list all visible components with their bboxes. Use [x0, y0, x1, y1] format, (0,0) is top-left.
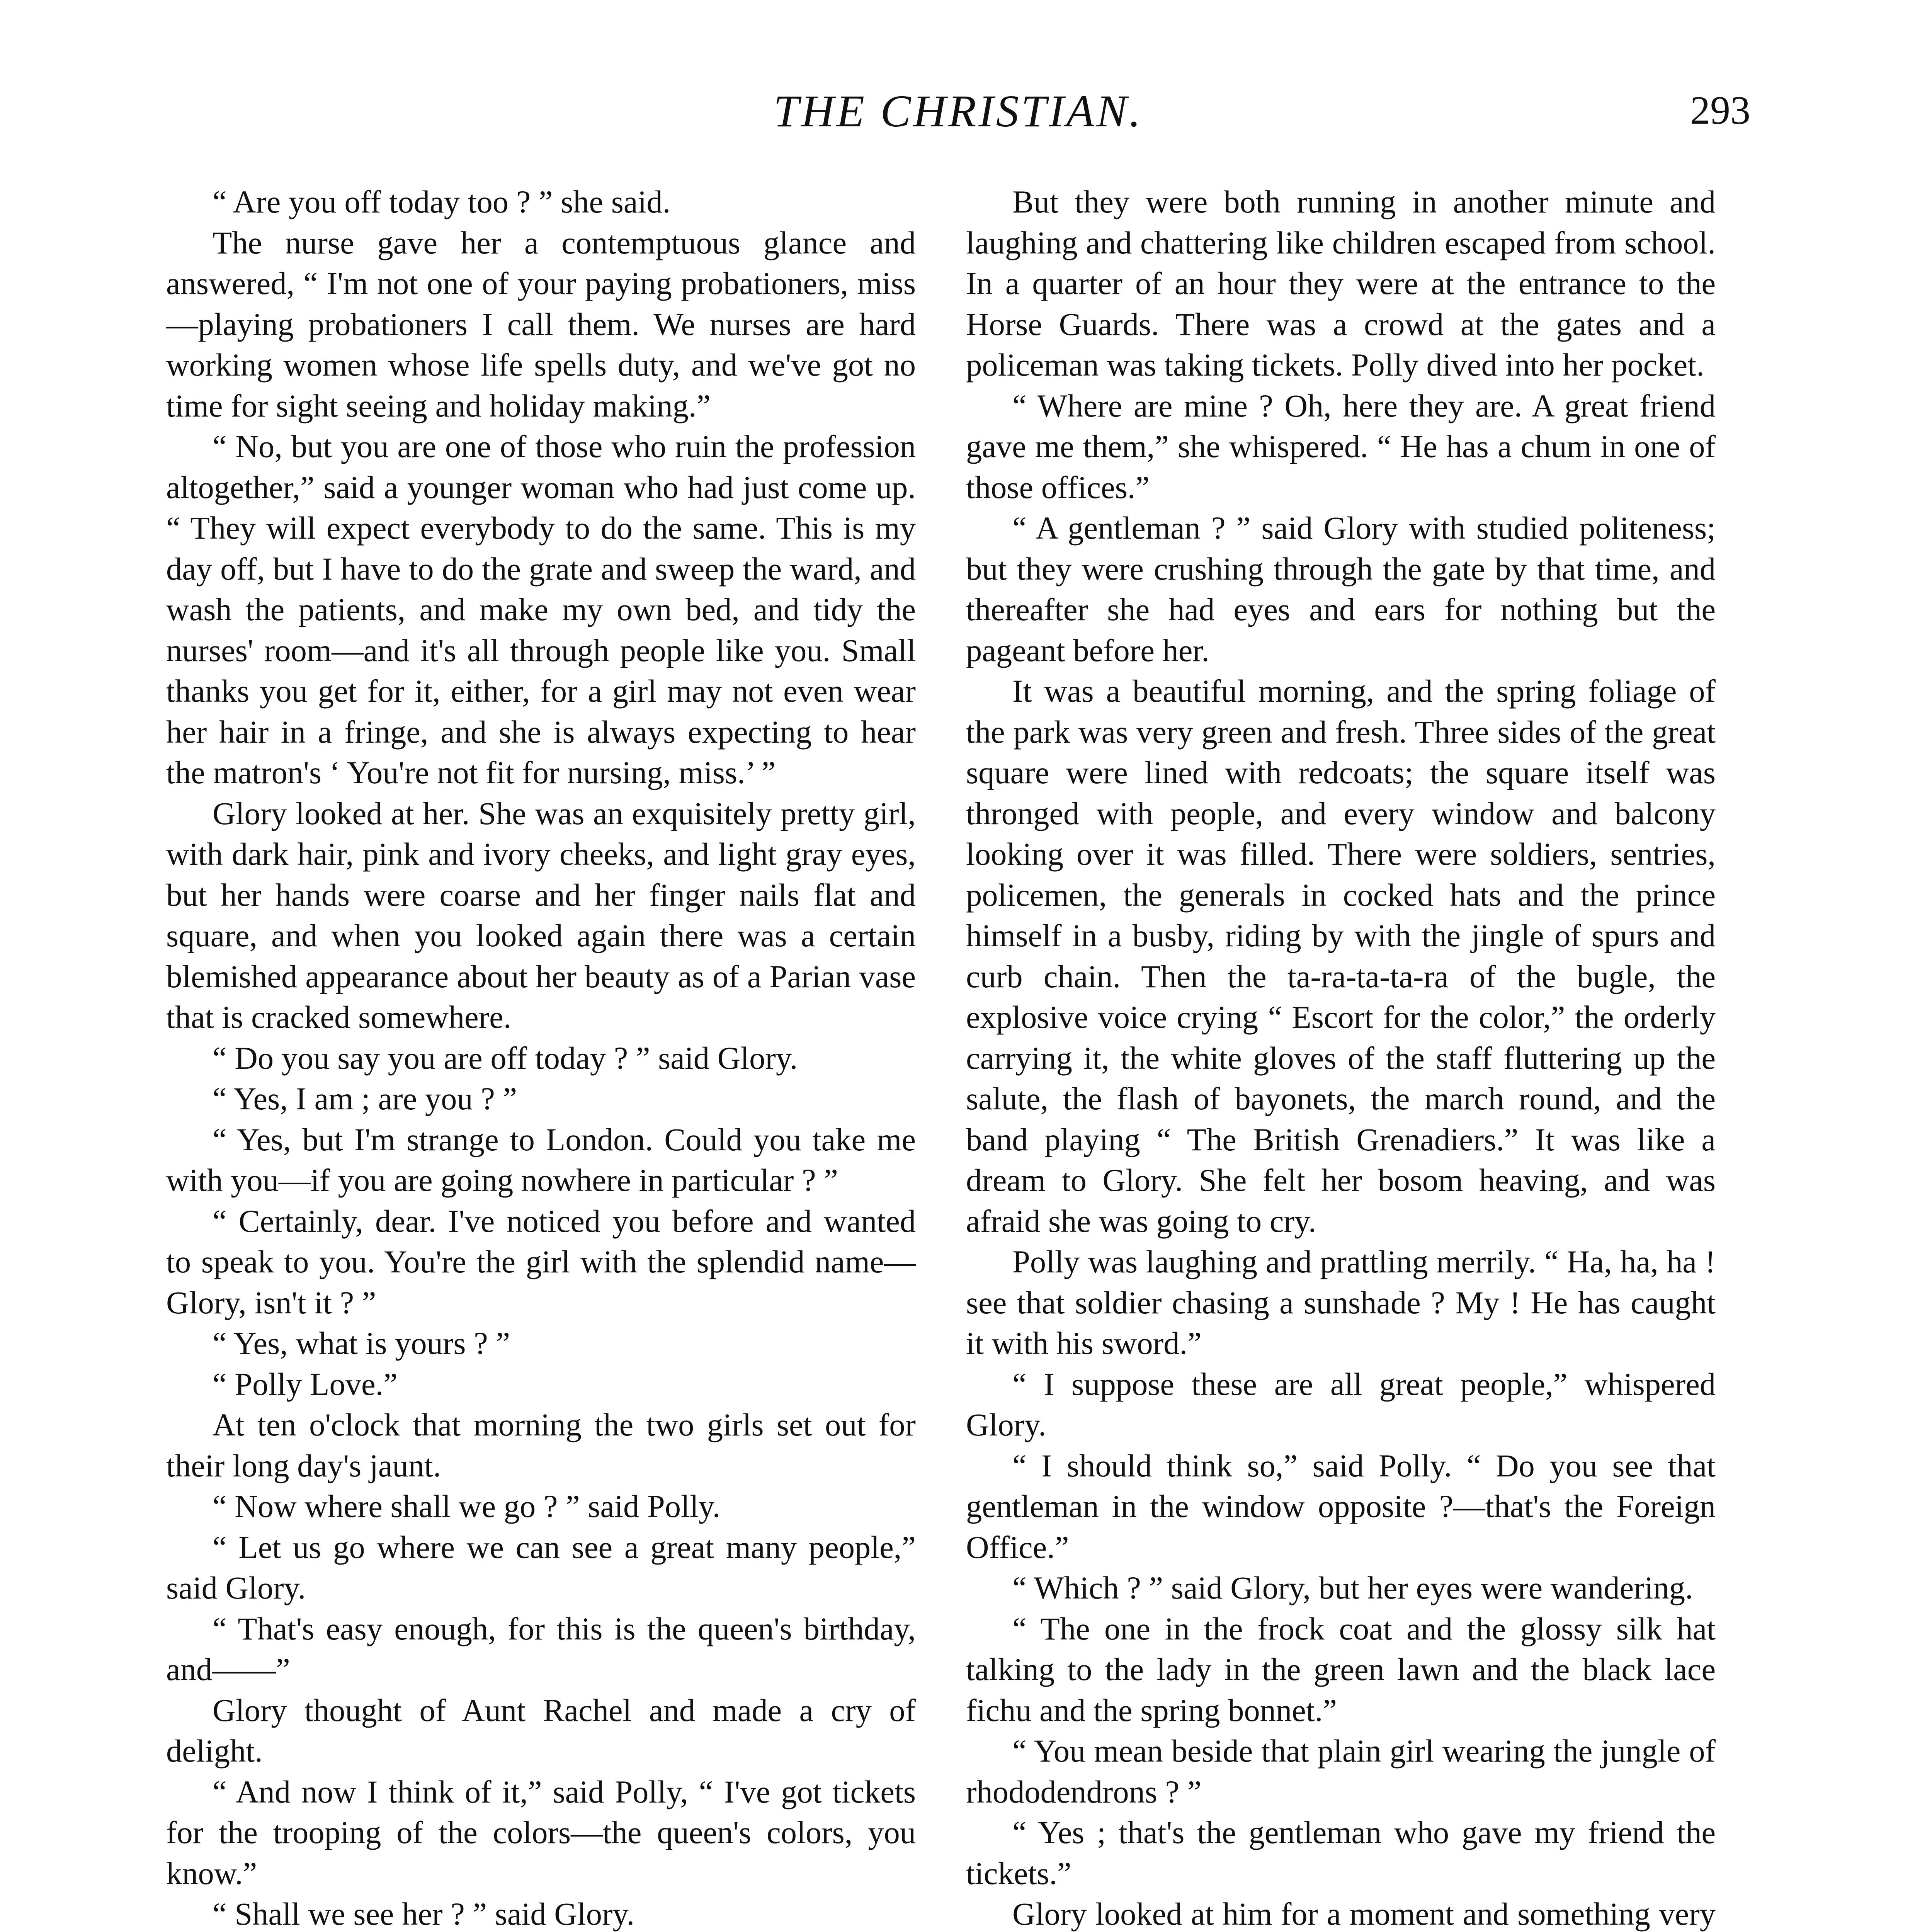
paragraph: The nurse gave her a contemptuous glance and answered, “ I'm not one of your paying probationers, miss—playing probationers I call them. We nurses are hard working women whose life spells duty, and we've got no time for sight seeing and holiday making.” — [166, 224, 916, 423]
paragraph: “ Now where shall we go ? ” said Polly. — [213, 1488, 721, 1524]
running-head — [166, 85, 1750, 143]
paragraph: Polly was laughing and prattling merrily. “ Ha, ha, ha ! see that soldier chasing a sunshade ? My ! He has caught it with his sword.” — [966, 1244, 1716, 1361]
paragraph: “ Do you say you are off today ? ” said Glory. — [213, 1040, 798, 1076]
left-column — [166, 182, 916, 1932]
paragraph: “ Shall we see her ? ” said Glory. — [213, 1896, 634, 1932]
paragraph: “ Yes, I am ; are you ? ” — [213, 1081, 517, 1116]
page-number: 293 — [1690, 88, 1750, 133]
paragraph: “ Are you off today too ? ” she said. — [213, 184, 671, 219]
paragraph: But they were both running in another minute and laughing and chattering like children escaped from school. In a quarter of an hour they were at the entrance to the Horse Guards. There was a crowd at the gates and a policeman was taking tickets. Polly dived into her pocket. — [966, 184, 1716, 383]
paragraph: “ Where are mine ? Oh, here they are. A great friend gave me them,” she whispered. “ He has a chum in one of those offices.” — [966, 388, 1716, 505]
paragraph: “ Polly Love.” — [213, 1366, 398, 1402]
right-column — [966, 182, 1716, 1932]
paragraph: It was a beautiful morning, and the spring foliage of the park was very green and fresh. Three sides of the great square were lined with redcoats; the square itself was thronged with people, and every window and balcony looking over it was filled. There were soldiers, sentries, policemen, the generals in cocked hats and the prince himself in a busby, riding by with the jingle of spurs and curb chain. Then the ta-ra-ta-ta-ra of the bugle, the explosive voice crying “ Escort for the color,” the orderly carrying it, the white gloves of the staff fluttering up the salute, the flash of bayonets, the march round, and the band playing “ The British Grenadiers.” It was like a dream to Glory. She felt her bosom heaving, and was afraid she was going to cry. — [966, 673, 1716, 1239]
paragraph: “ Yes, but I'm strange to London. Could you take me with you—if you are going nowhere in particular ? ” — [166, 1121, 916, 1198]
paragraph: “ And now I think of it,” said Polly, “ I've got tickets for the trooping of the colors—the queen's colors, you know.” — [166, 1774, 916, 1891]
paragraph: “ Which ? ” said Glory, but her eyes were wandering. — [1012, 1570, 1693, 1605]
journal-title: THE CHRISTIAN. — [774, 86, 1143, 136]
paragraph: At ten o'clock that morning the two girls set out for their long day's jaunt. — [166, 1407, 916, 1483]
paragraph: “ That's easy enough, for this is the queen's birthday, and——” — [166, 1611, 916, 1687]
paragraph: “ You mean beside that plain girl wearing the jungle of rhododendrons ? ” — [966, 1733, 1716, 1810]
paragraph: Glory looked at her. She was an exquisitely pretty girl, with dark hair, pink and ivory cheeks, and light gray eyes, but her hands were coarse and her finger nails flat and square, and when you looked again there was a certain blemished appearance about her beauty as of a Parian vase that is cracked somewhere. — [166, 795, 916, 1035]
paragraph: Glory thought of Aunt Rachel and made a cry of delight. — [166, 1692, 916, 1769]
paragraph: “ A gentleman ? ” said Glory with studied politeness; but they were crushing through the gate by that time, and thereafter she had eyes and ears for nothing but the pageant before her. — [966, 510, 1716, 668]
paragraph: “ The one in the frock coat and the glossy silk hat talking to the lady in the green lawn and the black lace fichu and the spring bonnet.” — [966, 1611, 1716, 1728]
paragraph: “ I should think so,” said Polly. “ Do you see that gentleman in the window opposite ?—that's the Foreign Office.” — [966, 1447, 1716, 1565]
paragraph: “ Certainly, dear. I've noticed you before and wanted to speak to you. You're the girl with the splendid name—Glory, isn't it ? ” — [166, 1203, 916, 1320]
paragraph: “ No, but you are one of those who ruin the profession altogether,” said a younger woman who had just come up. “ They will expect everybody to do the same. This is my day off, but I have to do the grate and sweep the ward, and wash the patients, and make my own bed, and tidy the nurses' room—and it's all through people like you. Small thanks you get for it, either, for a girl may not even wear her hair in a fringe, and she is always expecting to hear the matron's ‘ You're not fit for nursing, miss.’ ” — [166, 429, 916, 790]
paragraph: “ I suppose these are all great people,” whispered Glory. — [966, 1366, 1716, 1442]
paragraph: “ Let us go where we can see a great many people,” said Glory. — [166, 1529, 916, 1605]
paragraph: “ Yes ; that's the gentleman who gave my friend the tickets.” — [966, 1815, 1716, 1891]
paragraph: “ Yes, what is yours ? ” — [213, 1325, 510, 1361]
paragraph: Glory looked at him for a moment and something very — [1012, 1896, 1716, 1932]
